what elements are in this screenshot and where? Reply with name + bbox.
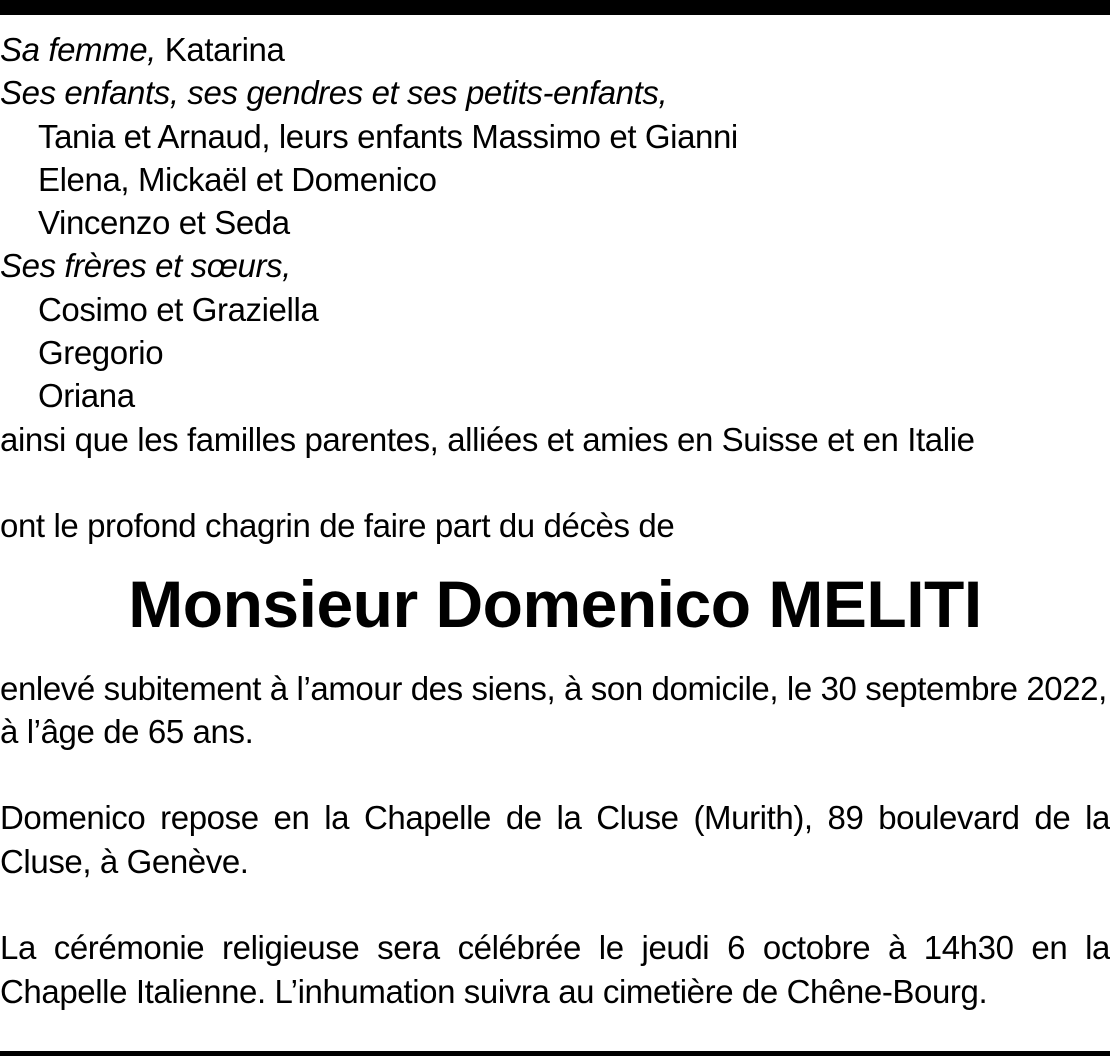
siblings-label: Ses frères et sœurs, bbox=[0, 247, 291, 285]
spacer bbox=[0, 883, 1110, 926]
sibling-entry: Cosimo et Graziella bbox=[38, 290, 319, 328]
ceremony-paragraph: La cérémonie religieuse sera célébrée le jeudi 6 octobre à 14h30 en la Chapelle Italienne. L’inhumation suivra au cimetière de Chêne-Bourg. bbox=[0, 929, 1110, 1010]
sibling-entry: Oriana bbox=[38, 377, 135, 415]
wife-line bbox=[0, 28, 1110, 71]
obituary-notice bbox=[0, 28, 1110, 1013]
families-line: ainsi que les familles parentes, alliées et amies en Suisse et en Italie bbox=[0, 420, 975, 458]
top-border-rule bbox=[0, 0, 1110, 15]
wife-label: Sa femme, bbox=[0, 31, 156, 68]
sibling-entry: Gregorio bbox=[38, 334, 164, 372]
age-line: à l’âge de 65 ans. bbox=[0, 712, 254, 750]
announcement-line: ont le profond chagrin de faire part du décès de bbox=[0, 507, 675, 545]
child-entry: Elena, Mickaël et Domenico bbox=[38, 160, 437, 198]
deceased-name-heading: Monsieur Domenico MELITI bbox=[128, 566, 982, 641]
child-entry: Tania et Arnaud, leurs enfants Massimo et Gianni bbox=[38, 117, 738, 155]
children-label: Ses enfants, ses gendres et ses petits-enfants, bbox=[0, 74, 668, 112]
passing-line: enlevé subitement à l’amour des siens, à son domicile, le 30 septembre 2022, bbox=[0, 669, 1107, 707]
spacer bbox=[0, 753, 1110, 796]
rest-place-paragraph: Domenico repose en la Chapelle de la Cluse (Murith), 89 boulevard de la Cluse, à Genève. bbox=[0, 799, 1110, 880]
child-entry: Vincenzo et Seda bbox=[38, 204, 290, 242]
bottom-border-rule bbox=[0, 1051, 1110, 1056]
spacer bbox=[0, 461, 1110, 504]
wife-name: Katarina bbox=[164, 31, 285, 68]
